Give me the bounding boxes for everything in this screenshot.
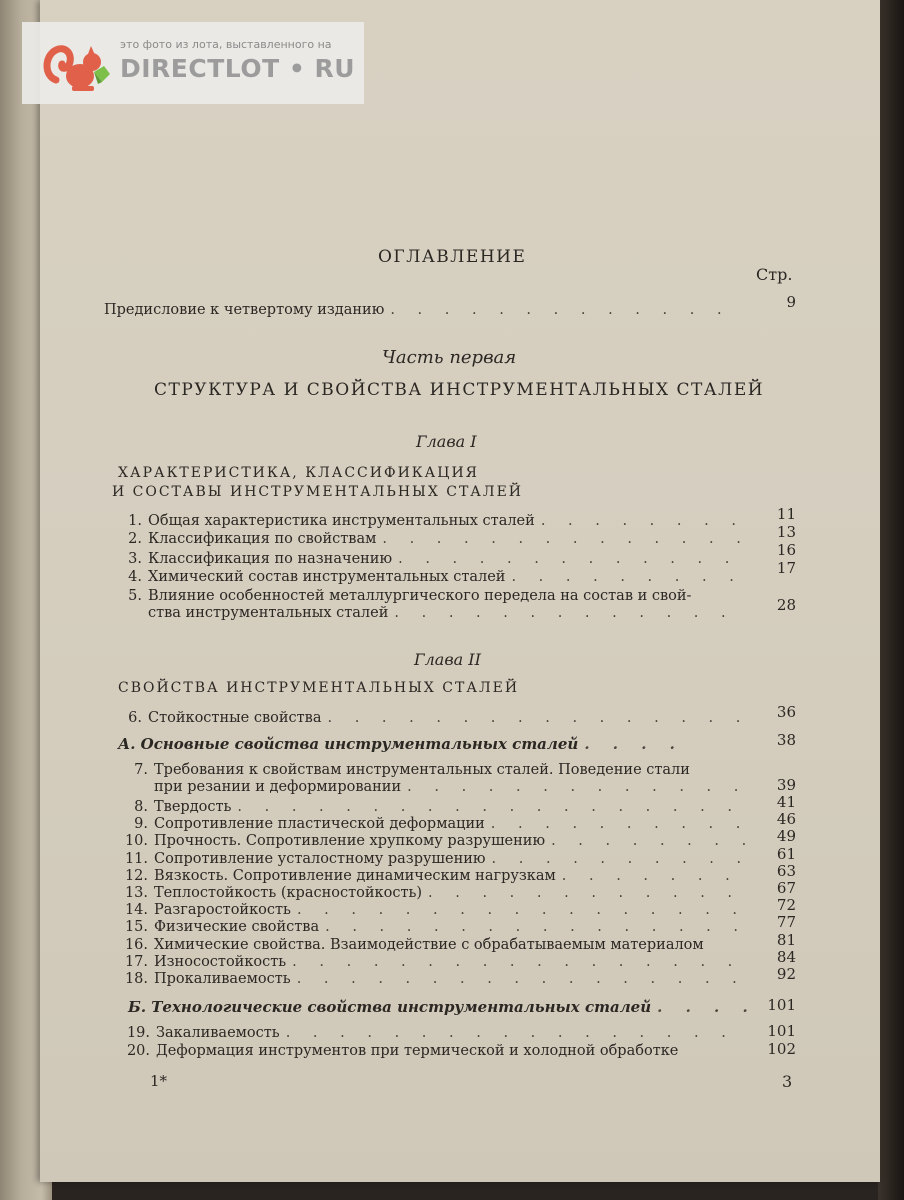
entry-number: 1. <box>128 513 142 529</box>
toc-entry[interactable] <box>112 1025 748 1042</box>
leader-dots <box>407 779 754 796</box>
entry-text: Влияние особенностей металлургического передела на состав и свой- <box>148 588 692 604</box>
entry-page: 92 <box>776 965 796 983</box>
entry-page: 38 <box>776 731 796 749</box>
entry-text: Твердость <box>154 799 232 815</box>
chapter1-title-line1: ХАРАКТЕРИСТИКА, КЛАССИФИКАЦИЯ <box>118 465 479 481</box>
entry-text: Закаливаемость <box>156 1025 280 1041</box>
entry-text: Износостойкость <box>154 954 287 970</box>
entry-number: 13. <box>124 885 148 901</box>
entry-number: 16. <box>124 937 148 953</box>
entry-number: 12. <box>124 868 148 884</box>
toc-entry[interactable] <box>110 531 748 548</box>
chapter2-title: СВОЙСТВА ИНСТРУМЕНТАЛЬНЫХ СТАЛЕЙ <box>118 680 520 696</box>
entry-page: 39 <box>776 776 796 794</box>
entry-text: Деформация инструментов при термической и холодной обработке <box>156 1043 679 1059</box>
entry-text: Общая характеристика инструментальных сталей <box>148 513 535 529</box>
section-text: Б. Технологические свойства инструментальных сталей <box>128 998 652 1016</box>
toc-entry[interactable] <box>112 1043 752 1060</box>
entry-page: 49 <box>776 827 796 845</box>
entry-text: Сопротивление усталостному разрушению <box>154 851 486 867</box>
toc-entry[interactable] <box>112 868 752 885</box>
toc-section-b[interactable] <box>128 999 748 1016</box>
entry-text: Физические свойства <box>154 919 320 935</box>
leader-dots <box>297 902 752 919</box>
toc-entry-multiline[interactable] <box>112 762 752 796</box>
entry-page: 61 <box>776 845 796 863</box>
entry-page: 11 <box>776 505 796 523</box>
entry-page: 28 <box>776 596 796 614</box>
leader-dots <box>390 302 744 319</box>
entry-number: 18. <box>124 971 148 987</box>
chapter1-label: Глава I <box>416 432 477 451</box>
entry-text-continued: при резании и деформировании <box>154 779 402 795</box>
entry-text: Химический состав инструментальных сталей <box>148 569 506 585</box>
signature-mark: 1* <box>150 1072 168 1090</box>
entry-text: Стойкостные свойства <box>148 710 322 726</box>
entry-number: 14. <box>124 902 148 918</box>
chapter2-label: Глава II <box>414 650 481 669</box>
leader-dots <box>398 551 748 568</box>
entry-page: 41 <box>776 793 796 811</box>
toc-entry[interactable] <box>110 513 748 530</box>
toc-entry[interactable] <box>112 971 752 988</box>
toc-entry[interactable] <box>112 833 752 850</box>
leader-dots <box>292 954 752 971</box>
toc-entry[interactable] <box>110 551 748 568</box>
entry-page: 17 <box>776 559 796 577</box>
toc-entry[interactable] <box>112 937 752 954</box>
entry-page: 101 <box>767 996 796 1014</box>
leader-dots <box>327 710 748 727</box>
page-number: 3 <box>782 1072 793 1091</box>
entry-number: 5. <box>128 588 142 604</box>
entry-text: Теплостойкость (красностойкость) <box>154 885 423 901</box>
toc-entry[interactable] <box>112 851 752 868</box>
entry-number: 8. <box>134 799 148 815</box>
leader-dots <box>325 919 752 936</box>
toc-entry-multiline[interactable] <box>112 588 752 622</box>
watermark-brand: DIRECTLOT • RU <box>120 54 356 83</box>
entry-text: Прочность. Сопротивление хрупкому разрушению <box>154 833 546 849</box>
entry-page: 81 <box>776 931 796 949</box>
page-column-label: Стр. <box>756 265 793 284</box>
entry-text: Классификация по свойствам <box>148 531 377 547</box>
leader-dots <box>492 851 752 868</box>
entry-text: Химические свойства. Взаимодействие с обрабатываемым материалом <box>154 937 704 953</box>
entry-text: Разгаростойкость <box>154 902 291 918</box>
leader-dots <box>428 885 752 902</box>
entry-page: 102 <box>767 1040 796 1058</box>
entry-number: 15. <box>124 919 148 935</box>
leader-dots <box>394 605 748 622</box>
leader-dots <box>541 513 748 530</box>
toc-entry[interactable] <box>110 710 748 727</box>
entry-text: Требования к свойствам инструментальных сталей. Поведение стали <box>154 762 690 778</box>
entry-text: Предисловие к четвертому изданию <box>104 302 385 318</box>
entry-number: 19. <box>126 1025 150 1041</box>
entry-number: 20. <box>126 1043 150 1059</box>
entry-number: 2. <box>128 531 142 547</box>
leader-dots <box>551 833 752 850</box>
entry-page: 101 <box>767 1022 796 1040</box>
toc-entry[interactable] <box>112 799 752 816</box>
leader-dots <box>491 816 752 833</box>
leader-dots <box>657 999 748 1016</box>
entry-number: 7. <box>134 762 148 778</box>
toc-section-a[interactable] <box>118 736 678 753</box>
toc-title: ОГЛАВЛЕНИЕ <box>378 247 527 267</box>
toc-entry[interactable] <box>112 902 752 919</box>
toc-entry-preface[interactable] <box>104 302 744 319</box>
entry-number: 6. <box>128 710 142 726</box>
squirrel-logo-icon <box>42 36 114 96</box>
toc-entry[interactable] <box>112 816 752 833</box>
entry-text: Классификация по назначению <box>148 551 393 567</box>
entry-page: 9 <box>786 293 796 311</box>
entry-page: 13 <box>776 523 796 541</box>
entry-number: 10. <box>124 833 148 849</box>
leader-dots <box>584 736 678 753</box>
chapter1-title-line2: И СОСТАВЫ ИНСТРУМЕНТАЛЬНЫХ СТАЛЕЙ <box>112 484 524 500</box>
leader-dots <box>237 799 752 816</box>
part-title: СТРУКТУРА И СВОЙСТВА ИНСТРУМЕНТАЛЬНЫХ СТАЛЕЙ <box>154 380 765 400</box>
leader-dots <box>511 569 748 586</box>
part-label: Часть первая <box>382 347 517 368</box>
entry-page: 36 <box>776 703 796 721</box>
entry-text-continued: ства инструментальных сталей <box>148 605 389 621</box>
watermark-caption: это фото из лота, выставленного на <box>120 38 332 51</box>
entry-page: 77 <box>776 913 796 931</box>
dark-edge <box>878 0 904 1200</box>
entry-page: 16 <box>776 541 796 559</box>
toc-entry[interactable] <box>112 919 752 936</box>
leader-dots <box>286 1025 748 1042</box>
entry-page: 67 <box>776 879 796 897</box>
entry-text: Сопротивление пластической деформации <box>154 816 485 832</box>
entry-number: 4. <box>128 569 142 585</box>
toc-entry[interactable] <box>110 569 748 586</box>
entry-page: 72 <box>776 896 796 914</box>
toc-entry[interactable] <box>112 954 752 971</box>
entry-number: 9. <box>134 816 148 832</box>
toc-entry[interactable] <box>112 885 752 902</box>
entry-number: 17. <box>124 954 148 970</box>
entry-page: 84 <box>776 948 796 966</box>
section-text: А. Основные свойства инструментальных сталей <box>118 735 579 753</box>
leader-dots <box>382 531 748 548</box>
entry-page: 63 <box>776 862 796 880</box>
leader-dots <box>297 971 752 988</box>
entry-page: 46 <box>776 810 796 828</box>
watermark <box>22 22 364 104</box>
entry-number: 3. <box>128 551 142 567</box>
leader-dots <box>562 868 752 885</box>
entry-number: 11. <box>124 851 148 867</box>
entry-text: Прокаливаемость <box>154 971 291 987</box>
entry-text: Вязкость. Сопротивление динамическим нагрузкам <box>154 868 556 884</box>
